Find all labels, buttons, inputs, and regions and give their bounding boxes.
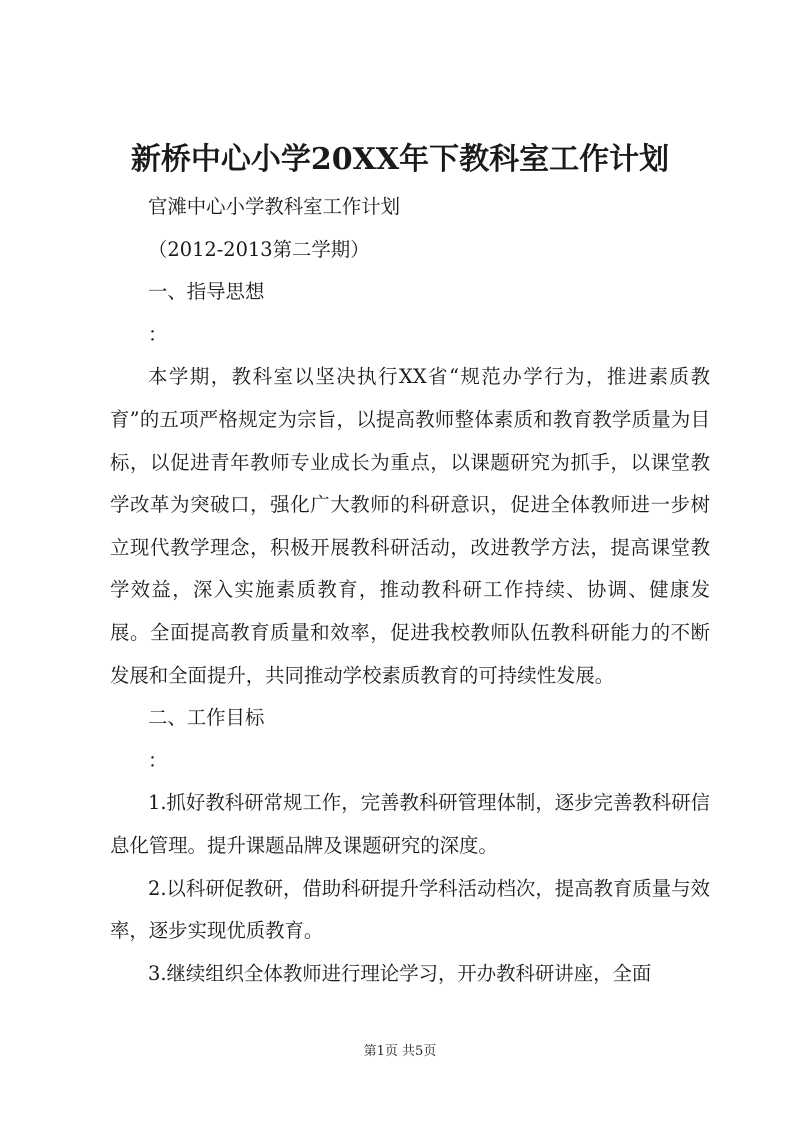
goal-item-1: 1.抓好教科研常规工作，完善教科研管理体制，逐步完善教科研信息化管理。提升课题品牌及课题研究的深度。 [110, 791, 710, 857]
colon-line: ： [148, 748, 168, 772]
section-heading-guiding-ideology: 一、指导思想 [148, 280, 265, 304]
page-number-footer: 第1页 共5页 [363, 1044, 437, 1059]
section-heading-work-goals: 二、工作目标 [148, 706, 265, 730]
goal-item-3: 3.继续组织全体教师进行理论学习，开办教科研讲座，全面 [148, 961, 652, 985]
colon-line: ： [148, 322, 168, 346]
subtitle-term: （2012-2013第二学期） [148, 237, 370, 261]
paragraph-guiding-ideology: 本学期，教科室以坚决执行XX省“规范办学行为，推进素质教育”的五项严格规定为宗旨，以提高教师整体素质和教育教学质量为目标，以促进青年教师专业成长为重点，以课题研究为抓手，以课堂教学改革为突破口，强化广大教师的科研意识，促进全体教师进一步树立现代教学理念，积极开展教科研活动，改进教学方法，提高课堂教学效益，深入实施素质教育，推动教科研工作持续、协调、健康发展。全面提高教育质量和效率，促进我校教师队伍教科研能力的不断发展和全面提升，共同推动学校素质教育的可持续性发展。 [110, 365, 710, 687]
subtitle-school: 官滩中心小学教科室工作计划 [148, 195, 401, 218]
document-body [110, 186, 710, 995]
document-title: 新桥中心小学20XX年下教科室工作计划 [130, 142, 670, 177]
goal-item-2: 2.以科研促教研，借助科研提升学科活动档次，提高教育质量与效率，逐步实现优质教育。 [110, 876, 710, 943]
